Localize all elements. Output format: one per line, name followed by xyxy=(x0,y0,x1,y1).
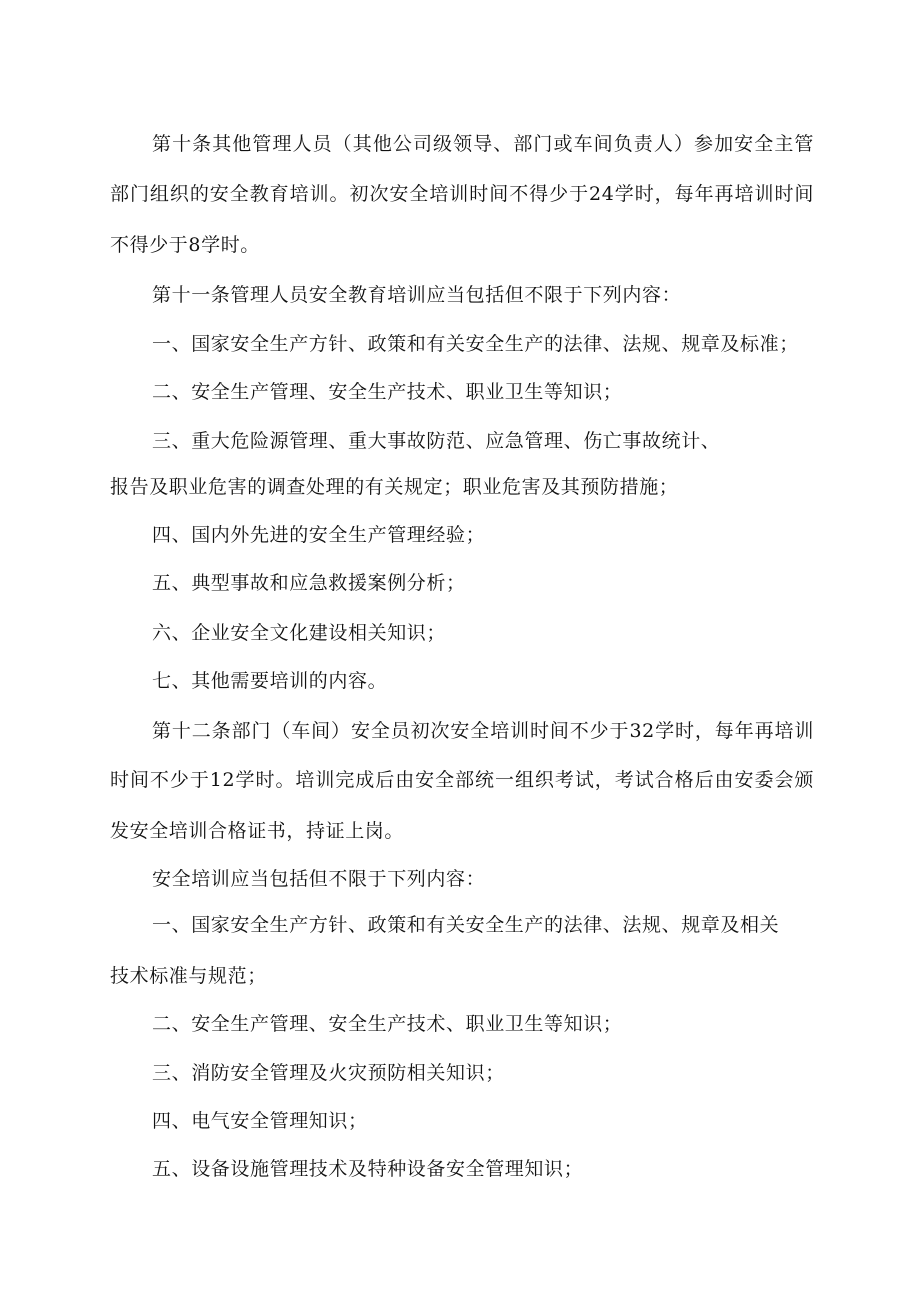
article-11-item-6: 六、企业安全文化建设相关知识； xyxy=(152,622,447,644)
article-11-item-5: 五、典型事故和应急救援案例分析； xyxy=(152,572,466,594)
article-12-line-2: 时间不少于12学时。培训完成后由安全部统一组织考试，考试合格后由安委会颁 xyxy=(110,769,814,791)
article-10-line-2: 部门组织的安全教育培训。初次安全培训时间不得少于24学时，每年再培训时间 xyxy=(110,183,814,205)
article-11-item-2: 二、安全生产管理、安全生产技术、职业卫生等知识； xyxy=(152,381,623,403)
training-item-3: 三、消防安全管理及火灾预防相关知识； xyxy=(152,1062,505,1084)
training-content-heading: 安全培训应当包括但不限于下列内容： xyxy=(152,868,486,890)
article-11-item-7: 七、其他需要培训的内容。 xyxy=(152,670,388,692)
article-12-line-1: 第十二条部门（车间）安全员初次安全培训时间不少于32学时，每年再培训 xyxy=(152,720,814,742)
article-12-line-3: 发安全培训合格证书，持证上岗。 xyxy=(110,820,405,842)
training-item-5: 五、设备设施管理技术及特种设备安全管理知识； xyxy=(152,1158,584,1180)
training-item-4: 四、电气安全管理知识； xyxy=(152,1110,368,1132)
article-11-item-1: 一、国家安全生产方针、政策和有关安全生产的法律、法规、规章及标准； xyxy=(152,333,799,355)
training-item-2: 二、安全生产管理、安全生产技术、职业卫生等知识； xyxy=(152,1013,623,1035)
training-item-1: 一、国家安全生产方针、政策和有关安全生产的法律、法规、规章及相关 xyxy=(152,914,780,936)
article-11-item-3: 三、重大危险源管理、重大事故防范、应急管理、伤亡事故统计、 xyxy=(152,430,721,452)
article-10-line-1: 第十条其他管理人员（其他公司级领导、部门或车间负责人）参加安全主管 xyxy=(152,133,814,155)
training-item-1-cont: 技术标准与规范； xyxy=(110,965,267,987)
article-10-line-3: 不得少于8学时。 xyxy=(110,234,260,256)
article-11-heading: 第十一条管理人员安全教育培训应当包括但不限于下列内容： xyxy=(152,284,682,306)
article-11-item-3-cont: 报告及职业危害的调查处理的有关规定；职业危害及其预防措施； xyxy=(110,476,679,498)
article-11-item-4: 四、国内外先进的安全生产管理经验； xyxy=(152,524,486,546)
